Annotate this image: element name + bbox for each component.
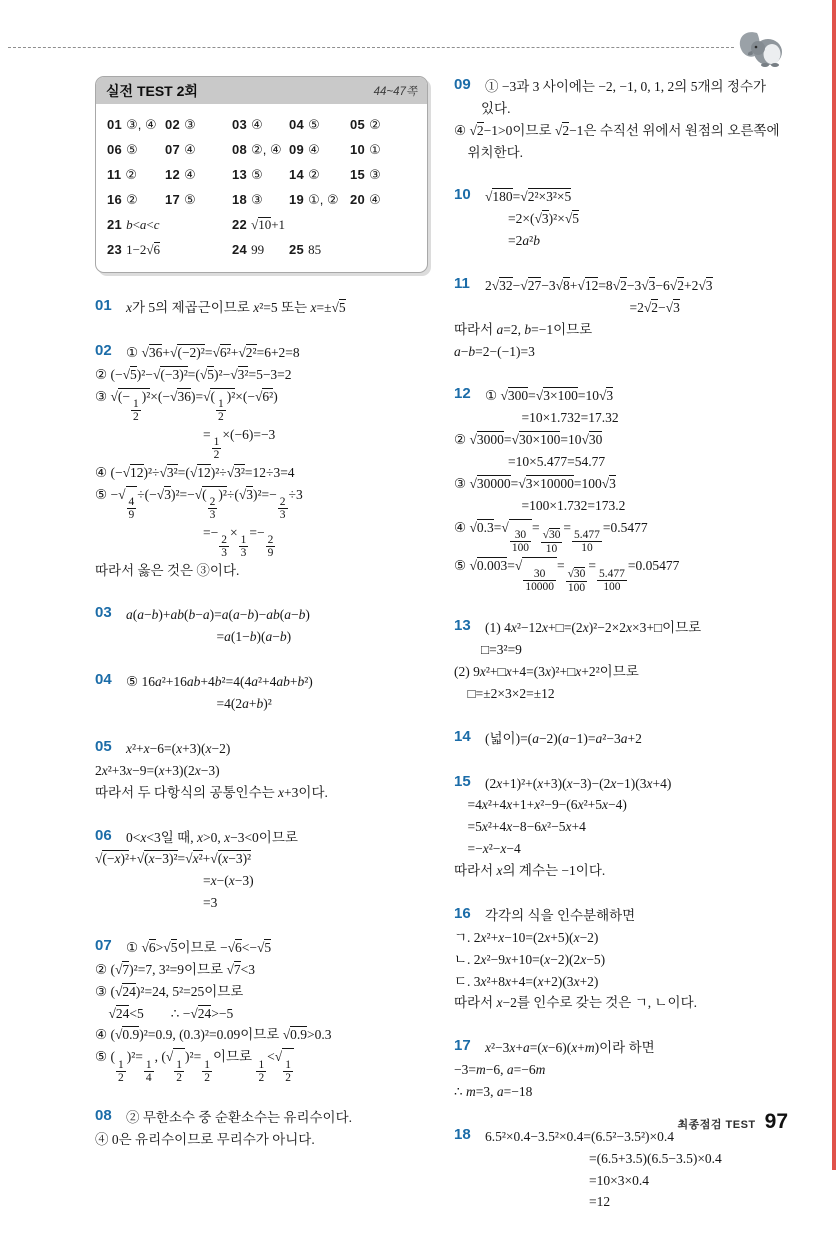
solution-number: 09 bbox=[454, 76, 471, 93]
solution-line: a(a−b)+ab(b−a)=a(a−b)−ab(a−b) bbox=[126, 607, 310, 623]
solution-line: a−b=2−(−1)=3 bbox=[454, 343, 535, 359]
solution-line: ① √6>√5이므로 −√6<−√5 bbox=[126, 939, 272, 955]
solution-line: =2√2−√3 bbox=[454, 299, 680, 315]
solution-line: ⑤ −√ $\frac{4}{9}$ ÷(−√3)²=−√( $\frac{2}{3}$ )²÷(√3)²=− $\frac{2}{3}$ ÷3 bbox=[95, 486, 303, 522]
solution-03 bbox=[95, 604, 428, 648]
answer-cell-01: 01 ③, ④ bbox=[107, 117, 157, 132]
answer-cell-05: 05 ② bbox=[350, 117, 381, 132]
solution-line: ③ √30000=√3×10000=100√3 bbox=[454, 475, 616, 491]
answer-box-header bbox=[96, 77, 427, 104]
answer-cell-19: 19 ①, ② bbox=[289, 192, 339, 207]
solution-line: 따라서 a=2, b=−1이므로 bbox=[454, 321, 593, 337]
answer-box-title: 실전 TEST 2회 bbox=[106, 83, 198, 99]
solution-line: ∴ m=3, a=−18 bbox=[454, 1083, 533, 1099]
solution-line: ④ (−√12)²÷√3²=(√12)²÷√3²=12÷3=4 bbox=[95, 464, 295, 480]
solution-number: 03 bbox=[95, 604, 112, 622]
solution-line: ④ 0은 유리수이므로 무리수가 아니다. bbox=[95, 1132, 315, 1148]
solution-line: 2√32−√27−3√8+√12=8√2−3√3−6√2+2√3 bbox=[485, 278, 713, 294]
answer-cell-16: 16 ② bbox=[107, 192, 138, 207]
solution-line: =x−(x−3) bbox=[95, 873, 254, 889]
solution-line: 따라서 옳은 것은 ③이다. bbox=[95, 562, 240, 578]
solution-line: (1) 4x²−12x+□=(2x)²−2×2x×3+□이므로 bbox=[485, 620, 702, 636]
solution-line: ③ (√24)²=24, 5²=25이므로 bbox=[95, 983, 244, 999]
right-column bbox=[454, 76, 787, 1236]
left-column bbox=[95, 76, 428, 1236]
solution-line: ⑤ ( $\frac{1}{2}$ )²= $\frac{1}{4}$ , (√ $\frac{1}{2}$ )²= $\frac{1}{2}$ 이므로 $\frac{1}{2}$ <√ $\frac{1}{2}$ bbox=[95, 1046, 428, 1084]
solution-line: =12 bbox=[454, 1194, 611, 1210]
solution-line: =10×1.732=17.32 bbox=[454, 410, 619, 426]
answer-cell-04: 04 ⑤ bbox=[289, 117, 320, 132]
solution-line: ⑤ √0.003=√ $\frac{30}{10000}$ = $\frac{√30}{100}$ = $\frac{5.477}{100}$ =0.05477 bbox=[454, 558, 680, 594]
footer-page-number: 97 bbox=[764, 1110, 788, 1133]
solution-number: 05 bbox=[95, 737, 112, 755]
solution-line: ① −3과 3 사이에는 −2, −1, 0, 1, 2의 5개의 정수가 bbox=[485, 79, 767, 94]
solution-number: 10 bbox=[454, 186, 471, 204]
solution-line: ① √36+√(−2)²=√6²+√2²=6+2=8 bbox=[126, 344, 300, 360]
solution-line: −3=m−6, a=−6m bbox=[454, 1062, 546, 1078]
solution-line: =100×1.732=173.2 bbox=[454, 497, 626, 513]
solution-line: 따라서 x−2를 인수로 갖는 것은 ㄱ, ㄴ이다. bbox=[454, 995, 697, 1011]
solution-line: x²−3x+a=(x−6)(x+m)이라 하면 bbox=[485, 1040, 655, 1056]
solution-01 bbox=[95, 297, 428, 319]
solution-line: ③ √(− $\frac{1}{2}$ )²×(−√36)=√( $\frac{1}{2}$ )²×(−√6²) bbox=[95, 388, 278, 424]
solution-09 bbox=[454, 76, 787, 163]
solution-number: 11 bbox=[454, 275, 470, 293]
answer-cell-25: 25 85 bbox=[289, 242, 322, 257]
solution-line: x가 5의 제곱근이므로 x²=5 또는 x=±√5 bbox=[126, 300, 346, 315]
answer-cell-22: 22 √10+1 bbox=[232, 217, 286, 232]
solution-line: =a(1−b)(a−b) bbox=[95, 629, 292, 645]
answer-cell-06: 06 ⑤ bbox=[107, 142, 138, 157]
solution-line: =2a²b bbox=[454, 233, 540, 249]
solution-line: =10×5.477=54.77 bbox=[454, 454, 606, 470]
answer-cell-20: 20 ④ bbox=[350, 192, 381, 207]
solution-line: ② (√7)²=7, 3²=9이므로 √7<3 bbox=[95, 961, 256, 977]
solution-08 bbox=[95, 1107, 428, 1151]
answer-cell-12: 12 ④ bbox=[165, 167, 196, 182]
solution-13 bbox=[454, 617, 787, 704]
solution-17 bbox=[454, 1037, 787, 1103]
solution-line: ② √3000=√30×100=10√30 bbox=[454, 432, 603, 448]
solution-number: 07 bbox=[95, 936, 112, 954]
solution-05 bbox=[95, 738, 428, 804]
solution-line: 따라서 두 다항식의 공통인수는 x+3이다. bbox=[95, 784, 328, 800]
answer-cell-13: 13 ⑤ bbox=[232, 167, 263, 182]
solution-line: =2×(√3)²×√5 bbox=[454, 211, 579, 227]
solution-line: √180=√2²×3²×5 bbox=[485, 189, 572, 205]
solution-number: 13 bbox=[454, 617, 471, 635]
solution-line: ⑤ 16a²+16ab+4b²=4(4a²+4ab+b²) bbox=[126, 674, 313, 690]
solution-number: 04 bbox=[95, 671, 112, 689]
solution-16 bbox=[454, 905, 787, 1014]
solution-line: √24<5 ∴ −√24>−5 bbox=[108, 1005, 234, 1021]
solution-line: 각각의 식을 인수분해하면 bbox=[485, 907, 636, 923]
solution-line: x²+x−6=(x+3)(x−2) bbox=[126, 740, 231, 756]
solution-line: ㄴ. 2x²−9x+10=(x−2)(2x−5) bbox=[454, 951, 606, 967]
solution-number: 02 bbox=[95, 341, 112, 359]
top-dashed-line bbox=[8, 47, 734, 48]
answer-cell-08: 08 ②, ④ bbox=[232, 142, 282, 157]
solution-line: ④ √2−1>0이므로 √2−1은 수직선 위에서 원점의 오른쪽에 bbox=[454, 122, 780, 138]
solution-line: =4x²+4x+1+x²−9−(6x²+5x−4) bbox=[454, 797, 627, 813]
solution-line: (2) 9x²+□x+4=(3x)²+□x+2²이므로 bbox=[454, 664, 639, 680]
solution-line: =(6.5+3.5)(6.5−3.5)×0.4 bbox=[454, 1150, 722, 1166]
solution-line: (넓이)=(a−2)(a−1)=a²−3a+2 bbox=[485, 730, 642, 746]
solution-line: □=3²=9 bbox=[454, 642, 522, 658]
answer-cell-23: 23 1−2√6 bbox=[107, 242, 161, 257]
solution-number: 08 bbox=[95, 1107, 112, 1125]
answer-grid bbox=[96, 104, 427, 272]
answer-cell-02: 02 ③ bbox=[165, 117, 196, 132]
answer-cell-21: 21 b<a<c bbox=[107, 217, 160, 232]
solution-number: 01 bbox=[95, 297, 112, 314]
solution-line: =5x²+4x−8−6x²−5x+4 bbox=[454, 819, 586, 835]
solution-number: 17 bbox=[454, 1037, 471, 1055]
solution-line: ㄷ. 3x²+8x+4=(x+2)(3x+2) bbox=[454, 973, 599, 989]
solution-number: 12 bbox=[454, 385, 471, 403]
solution-line: = $\frac{1}{2}$ ×(−6)=−3 bbox=[95, 426, 276, 462]
solution-line: □=±2×3×2=±12 bbox=[454, 685, 555, 701]
solution-line: 2x²+3x−9=(x+3)(2x−3) bbox=[95, 762, 220, 778]
solution-line: =− $\frac{2}{3}$ × $\frac{1}{3}$ =− $\frac{2}{9}$ bbox=[95, 524, 274, 560]
solution-line: √(−x)²+√(x−3)²=√x²+√(x−3)² bbox=[95, 851, 252, 867]
page-edge-strip bbox=[832, 0, 836, 1170]
footer-section-label: 최종점검 TEST bbox=[677, 1119, 756, 1131]
solution-line: (2x+1)²+(x+3)(x−3)−(2x−1)(3x+4) bbox=[485, 775, 672, 791]
solution-line: 따라서 x의 계수는 −1이다. bbox=[454, 863, 606, 879]
solution-06 bbox=[95, 827, 428, 914]
solution-04 bbox=[95, 671, 428, 715]
solution-line: ④ √0.3=√ $\frac{30}{100}$ = $\frac{√30}{10}$ = $\frac{5.477}{10}$ =0.5477 bbox=[454, 519, 648, 556]
answer-box bbox=[95, 76, 428, 273]
solution-line: =−x²−x−4 bbox=[454, 841, 521, 857]
solutions-left bbox=[95, 297, 428, 1151]
solution-line: =10×3×0.4 bbox=[454, 1172, 649, 1188]
answer-cell-09: 09 ④ bbox=[289, 142, 320, 157]
content-columns bbox=[95, 76, 787, 1236]
solution-number: 18 bbox=[454, 1125, 471, 1143]
solution-14 bbox=[454, 728, 787, 750]
solution-11 bbox=[454, 275, 787, 362]
solution-15 bbox=[454, 773, 787, 882]
answer-cell-18: 18 ③ bbox=[232, 192, 263, 207]
solution-line: =4(2a+b)² bbox=[95, 696, 272, 712]
solution-line: ② (−√5)²−√(−3)²=(√5)²−√3²=5−3=2 bbox=[95, 366, 292, 382]
solution-07 bbox=[95, 937, 428, 1084]
answer-cell-10: 10 ① bbox=[350, 142, 381, 157]
solution-number: 14 bbox=[454, 727, 471, 745]
solution-number: 06 bbox=[95, 826, 112, 844]
solution-number: 16 bbox=[454, 904, 471, 922]
solution-line: ㄱ. 2x²+x−10=(2x+5)(x−2) bbox=[454, 929, 599, 945]
solution-line: 위치한다. bbox=[454, 144, 524, 160]
solution-line: 6.5²×0.4−3.5²×0.4=(6.5²−3.5²)×0.4 bbox=[485, 1128, 674, 1144]
page-footer bbox=[677, 1110, 788, 1134]
squirrel-mascot-icon bbox=[735, 26, 789, 72]
answer-cell-07: 07 ④ bbox=[165, 142, 196, 157]
answer-cell-15: 15 ③ bbox=[350, 167, 381, 182]
solution-line: 있다. bbox=[454, 100, 511, 116]
answer-cell-11: 11 ② bbox=[107, 167, 137, 182]
answer-cell-17: 17 ⑤ bbox=[165, 192, 196, 207]
solution-10 bbox=[454, 186, 787, 252]
solution-line: ① √300=√3×100=10√3 bbox=[485, 388, 614, 404]
solution-line: ② 무한소수 중 순환소수는 유리수이다. bbox=[126, 1110, 352, 1126]
solution-line: =3 bbox=[95, 895, 218, 911]
answer-cell-03: 03 ④ bbox=[232, 117, 263, 132]
solution-12 bbox=[454, 385, 787, 594]
solution-02 bbox=[95, 342, 428, 582]
answer-cell-24: 24 99 bbox=[232, 242, 265, 257]
solution-line: 0<x<3일 때, x>0, x−3<0이므로 bbox=[126, 829, 298, 845]
solution-number: 15 bbox=[454, 772, 471, 790]
answer-box-page-range: 44~47쪽 bbox=[373, 86, 417, 98]
answer-cell-14: 14 ② bbox=[289, 167, 320, 182]
solution-line: ④ (√0.9)²=0.9, (0.3)²=0.09이므로 √0.9>0.3 bbox=[95, 1027, 332, 1043]
solutions-right bbox=[454, 76, 787, 1213]
